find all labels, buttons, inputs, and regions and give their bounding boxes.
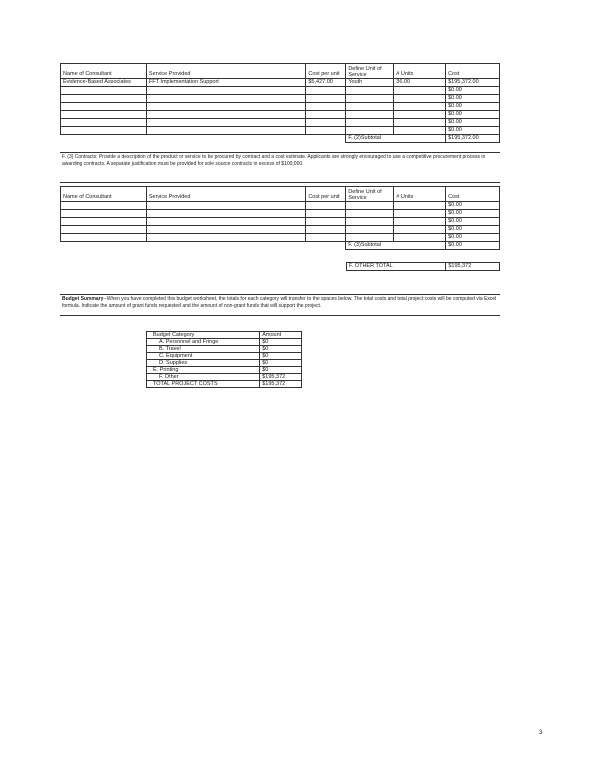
cell-service	[146, 202, 305, 210]
cell-service	[146, 226, 305, 234]
cell-units	[394, 87, 446, 95]
summary-category: F. Other	[147, 374, 260, 381]
cell-service: FFT Implementation Support	[146, 79, 305, 87]
col-header-unit-line1: Define Unit of	[348, 189, 382, 195]
table-row	[61, 111, 500, 119]
cell-service	[146, 103, 305, 111]
col-header-name: Name of Consultant	[61, 187, 147, 202]
cell-unit	[346, 111, 394, 119]
cell-cost-per-unit	[306, 234, 346, 242]
budget-summary-text: --When you have completed this budget worksheet, the totals for each category will transfer to the spaces below. The total costs and total project costs will be computed via Excel formula. Indicate the amount of grant funds requested and the amount of non-grant funds that will support the project.	[62, 296, 497, 309]
cell-service	[146, 218, 305, 226]
cell-cost: $0.00	[446, 210, 500, 218]
summary-amount: $0	[260, 346, 302, 353]
col-header-cost: Cost	[446, 64, 500, 79]
contracts-instructions-text: Provide a description of the product or service to be procured by contract and a cost estimate. Applicants are strongly encouraged to use a competitive procurement process in awarding contracts. A separate justification must be provided for sole source contracts in excess of $100,000.	[62, 154, 486, 167]
cell-cost: $0.00	[446, 202, 500, 210]
cell-name	[61, 111, 147, 119]
contracts-instructions-title: F. (3) Contracts:	[62, 154, 98, 160]
table-row	[61, 234, 500, 242]
cell-name: Evidence-Based Associates	[61, 79, 147, 87]
cell-units	[394, 210, 446, 218]
cell-cost: $0.00	[446, 103, 500, 111]
other-total-row	[347, 263, 500, 271]
consultants-header-row	[61, 64, 500, 79]
cell-name	[61, 127, 147, 135]
cell-units	[394, 119, 446, 127]
cell-units	[394, 202, 446, 210]
table-row	[61, 226, 500, 234]
cell-name	[61, 226, 147, 234]
cell-cost: $0.00	[446, 226, 500, 234]
summary-header-row	[147, 332, 302, 339]
contracts-table	[60, 186, 500, 250]
cell-service	[146, 95, 305, 103]
consultants-subtotal-value: $195,372.00	[446, 135, 500, 143]
cell-unit	[346, 127, 394, 135]
cell-units	[394, 127, 446, 135]
consultants-subtotal-label: F. (2)Subtotal	[346, 135, 446, 143]
other-total-table	[346, 262, 500, 271]
summary-category: D. Supplies	[147, 360, 260, 367]
subtotal-row	[61, 135, 500, 143]
cell-service	[146, 119, 305, 127]
cell-name	[61, 210, 147, 218]
contracts-subtotal-value: $0.00	[446, 242, 500, 250]
table-row	[147, 367, 302, 374]
cell-cost-per-unit	[306, 202, 346, 210]
table-row	[147, 374, 302, 381]
cell-unit: Youth	[346, 79, 394, 87]
cell-units	[394, 103, 446, 111]
cell-units	[394, 111, 446, 119]
cell-cost: $0.00	[446, 95, 500, 103]
col-header-unit	[346, 64, 394, 79]
subtotal-row	[61, 242, 500, 250]
summary-category: E. Printing	[147, 367, 260, 374]
cell-units: 36.00	[394, 79, 446, 87]
cell-cost-per-unit	[306, 218, 346, 226]
cell-unit	[346, 87, 394, 95]
cell-unit	[346, 103, 394, 111]
summary-header-amount: Amount	[260, 332, 302, 339]
summary-amount: $0	[260, 360, 302, 367]
col-header-unit-line2: Service	[348, 195, 367, 201]
table-row	[61, 87, 500, 95]
col-header-units: # Units	[394, 187, 446, 202]
other-total-value: $195,372	[446, 263, 500, 271]
cell-cost: $0.00	[446, 119, 500, 127]
cell-unit	[346, 226, 394, 234]
cell-units	[394, 226, 446, 234]
cell-cost-per-unit	[306, 87, 346, 95]
cell-name	[61, 87, 147, 95]
summary-amount: $0	[260, 353, 302, 360]
contracts-instructions	[60, 152, 500, 174]
summary-total-row	[147, 381, 302, 388]
cell-cost: $0.00	[446, 87, 500, 95]
table-row	[61, 218, 500, 226]
col-header-name: Name of Consultant	[61, 64, 147, 79]
cell-cost-per-unit: $5,427.00	[306, 79, 346, 87]
cell-cost-per-unit	[306, 95, 346, 103]
summary-category: A. Personnel and Fringe	[147, 339, 260, 346]
cell-units	[394, 218, 446, 226]
cell-unit	[346, 202, 394, 210]
consultants-table	[60, 63, 500, 143]
cell-cost: $0.00	[446, 234, 500, 242]
cell-units	[394, 95, 446, 103]
budget-summary-title: Budget Summary	[62, 296, 104, 302]
table-row	[147, 346, 302, 353]
cell-cost-per-unit	[306, 210, 346, 218]
table-row	[147, 339, 302, 346]
cell-cost: $0.00	[446, 111, 500, 119]
col-header-unit-line2: Service	[348, 72, 367, 78]
table-row	[147, 360, 302, 367]
col-header-service: Service Provided	[146, 64, 305, 79]
summary-header-category: Budget Category	[147, 332, 260, 339]
cell-name	[61, 119, 147, 127]
cell-cost-per-unit	[306, 226, 346, 234]
col-header-unit	[346, 187, 394, 202]
summary-amount: $0	[260, 339, 302, 346]
budget-summary-table	[146, 331, 302, 388]
cell-service	[146, 127, 305, 135]
col-header-units: # Units	[394, 64, 446, 79]
cell-service	[146, 111, 305, 119]
col-header-cost: Cost	[446, 187, 500, 202]
summary-category: B. Travel	[147, 346, 260, 353]
col-header-cost-per-unit: Cost per unit	[306, 187, 346, 202]
table-row	[61, 119, 500, 127]
cell-cost-per-unit	[306, 103, 346, 111]
cell-cost-per-unit	[306, 119, 346, 127]
cell-unit	[346, 234, 394, 242]
summary-amount: $195,372	[260, 374, 302, 381]
contracts-subtotal-label: F. (3)Subtotal	[346, 242, 446, 250]
cell-name	[61, 103, 147, 111]
summary-amount: $0	[260, 367, 302, 374]
table-row	[147, 353, 302, 360]
other-total-label: F. OTHER TOTAL	[347, 263, 446, 271]
contracts-header-row	[61, 187, 500, 202]
cell-unit	[346, 218, 394, 226]
cell-service	[146, 87, 305, 95]
budget-summary-instructions	[60, 294, 500, 316]
cell-unit	[346, 119, 394, 127]
summary-total-value: $195,372	[260, 381, 302, 388]
cell-cost-per-unit	[306, 127, 346, 135]
col-header-service: Service Provided	[146, 187, 305, 202]
cell-name	[61, 95, 147, 103]
table-row	[61, 95, 500, 103]
summary-category: C. Equipment	[147, 353, 260, 360]
cell-cost-per-unit	[306, 111, 346, 119]
cell-service	[146, 234, 305, 242]
summary-total-label: TOTAL PROJECT COSTS	[147, 381, 260, 388]
cell-unit	[346, 95, 394, 103]
col-header-cost-per-unit: Cost per unit	[306, 64, 346, 79]
table-row	[61, 202, 500, 210]
cell-units	[394, 234, 446, 242]
cell-unit	[346, 210, 394, 218]
table-row	[61, 103, 500, 111]
table-row	[61, 79, 500, 87]
cell-cost: $195,372.00	[446, 79, 500, 87]
cell-service	[146, 210, 305, 218]
cell-name	[61, 218, 147, 226]
cell-name	[61, 234, 147, 242]
table-row	[61, 210, 500, 218]
page-number: 3	[539, 730, 543, 736]
cell-cost: $0.00	[446, 127, 500, 135]
contracts-divider	[60, 182, 500, 183]
cell-cost: $0.00	[446, 218, 500, 226]
cell-name	[61, 202, 147, 210]
col-header-unit-line1: Define Unit of	[348, 66, 382, 72]
table-row	[61, 127, 500, 135]
